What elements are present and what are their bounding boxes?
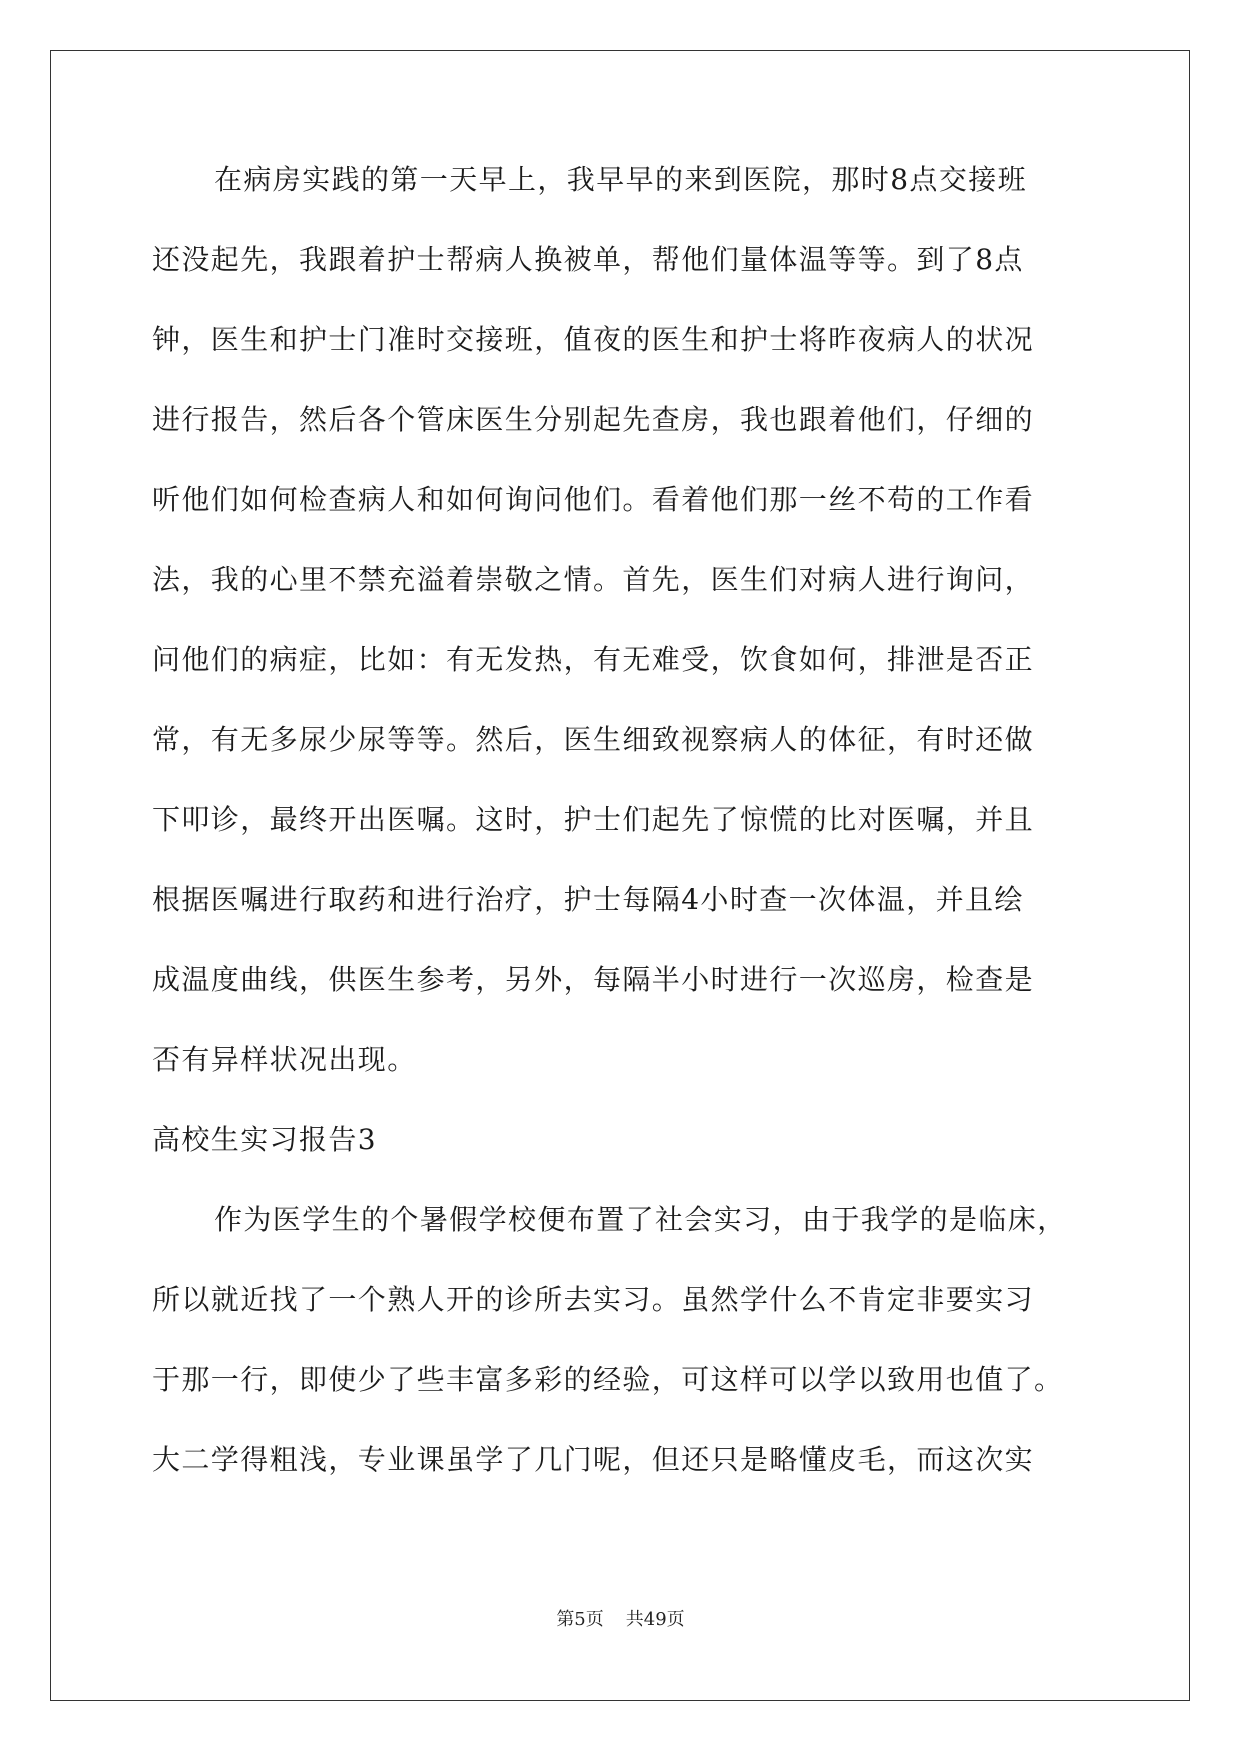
paragraph-1-line: 下叩诊，最终开出医嘱。这时，护士们起先了惊慌的比对医嘱，并且 <box>152 803 1035 836</box>
page-footer <box>0 1605 1241 1631</box>
page-total: 共49页 <box>625 1609 685 1630</box>
paragraph-1-line: 成温度曲线，供医生参考，另外，每隔半小时进行一次巡房，检查是 <box>152 963 1035 996</box>
paragraph-1-line: 常，有无多尿少尿等等。然后，医生细致视察病人的体征，有时还做 <box>152 723 1035 756</box>
paragraph-2-line: 作为医学生的个暑假学校便布置了社会实习，由于我学的是临床， <box>214 1203 1067 1236</box>
paragraph-1-line: 根据医嘱进行取药和进行治疗，护士每隔4小时查一次体温，并且绘 <box>152 883 1024 916</box>
paragraph-1-line: 在病房实践的第一天早上，我早早的来到医院，那时8点交接班 <box>214 163 1028 196</box>
paragraph-2-line: 大二学得粗浅，专业课虽学了几门呢，但还只是略懂皮毛，而这次实 <box>152 1443 1035 1476</box>
paragraph-1-line: 还没起先，我跟着护士帮病人换被单，帮他们量体温等等。到了8点 <box>152 243 1024 276</box>
section-heading: 高校生实习报告3 <box>152 1123 378 1156</box>
page-number: 第5页 <box>556 1609 604 1630</box>
paragraph-2-line: 所以就近找了一个熟人开的诊所去实习。虽然学什么不肯定非要实习 <box>152 1283 1035 1316</box>
paragraph-1-line: 钟，医生和护士门准时交接班，值夜的医生和护士将昨夜病人的状况 <box>152 323 1035 356</box>
paragraph-1-line: 法，我的心里不禁充溢着崇敬之情。首先，医生们对病人进行询问， <box>152 563 1035 596</box>
document-body <box>152 163 1092 1523</box>
paragraph-1-line: 否有异样状况出现。 <box>152 1043 417 1076</box>
paragraph-1-line: 进行报告，然后各个管床医生分别起先查房，我也跟着他们，仔细的 <box>152 403 1035 436</box>
paragraph-1-line: 听他们如何检查病人和如何询问他们。看着他们那一丝不苟的工作看 <box>152 483 1035 516</box>
paragraph-1-line: 问他们的病症，比如：有无发热，有无难受，饮食如何，排泄是否正 <box>152 643 1035 676</box>
paragraph-2-line: 于那一行，即使少了些丰富多彩的经验，可这样可以学以致用也值了。 <box>152 1363 1064 1396</box>
